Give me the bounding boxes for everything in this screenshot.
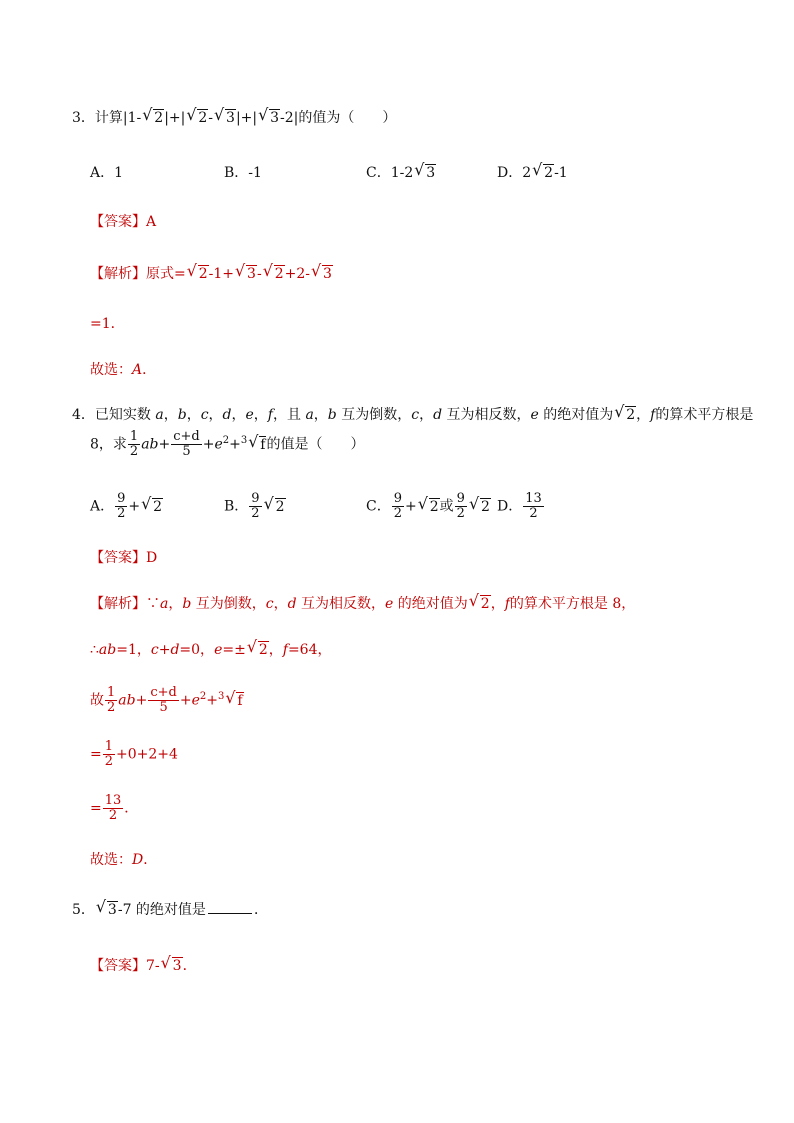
q4-option-c: C． $\frac{9}{2}$ + √ 2或 $\frac{9}{2}$ √ 2 bbox=[366, 491, 490, 521]
q5-answer-blank[interactable] bbox=[208, 913, 252, 914]
q5-answer: 【答案】7- √ 3． bbox=[90, 953, 197, 974]
q3-analysis: 【解析】原式= √ 2-1+ √ 3- √ 2+2- √ 3 bbox=[90, 261, 332, 282]
q4-option-d: D． $\frac{13}{2}$ bbox=[497, 491, 542, 521]
q4-step1: ∴ab=1，c+d=0，e=± √ 2，f=64， bbox=[90, 637, 332, 658]
q4-step2: 故 $\frac{1}{2}$ ab+ $\frac{c+d}{5}$ $+e^2+^3$ √ f bbox=[90, 685, 243, 715]
q5-stem: 5． √ 3-7 的绝对值是 ． bbox=[72, 897, 268, 918]
q4-option-b: B． $\frac{9}{2}$ √ 2 bbox=[224, 491, 285, 521]
q4-step4: = $\frac{13}{2}$ ． bbox=[90, 793, 139, 823]
q4-answer: 【答案】D bbox=[90, 550, 158, 566]
q3-conclusion: 故选：A． bbox=[90, 362, 157, 378]
q4-stem-line2: 8，求 $\frac{1}{2}$ ab+ $\frac{c+d}{5}$ $+e^2+^3$ √ f的值是（ ） bbox=[90, 429, 365, 459]
q4-step3: = $\frac{1}{2}$ +0+2+4 bbox=[90, 739, 178, 769]
q3-option-d: D．2 √ 2-1 bbox=[497, 160, 568, 181]
q4-stem-line1: 4．已知实数 a，b，c，d，e，f，且 a，b 互为倒数，c，d 互为相反数，e 的绝对值为 √ 2，f的算术平方根是 bbox=[72, 402, 754, 423]
q3-option-a: A．1 bbox=[90, 165, 124, 181]
q3-answer: 【答案】A bbox=[90, 214, 157, 230]
q3-stem: 3．计算|1- √ 2|+| √ 2- √ 3|+| √ 3-2|的值为（ ） bbox=[72, 105, 397, 126]
q4-conclusion: 故选：D． bbox=[90, 852, 158, 868]
q3-option-b: B．-1 bbox=[224, 165, 262, 181]
q4-analysis: 【解析】∵a，b 互为倒数，c，d 互为相反数，e 的绝对值为 √ 2，f的算术平方根是 8， bbox=[90, 591, 636, 612]
q4-option-a: A． $\frac{9}{2}$ + √ 2 bbox=[90, 491, 163, 521]
q3-option-c: C．1-2 √ 3 bbox=[366, 160, 436, 181]
q3-step1: =1． bbox=[90, 316, 125, 332]
